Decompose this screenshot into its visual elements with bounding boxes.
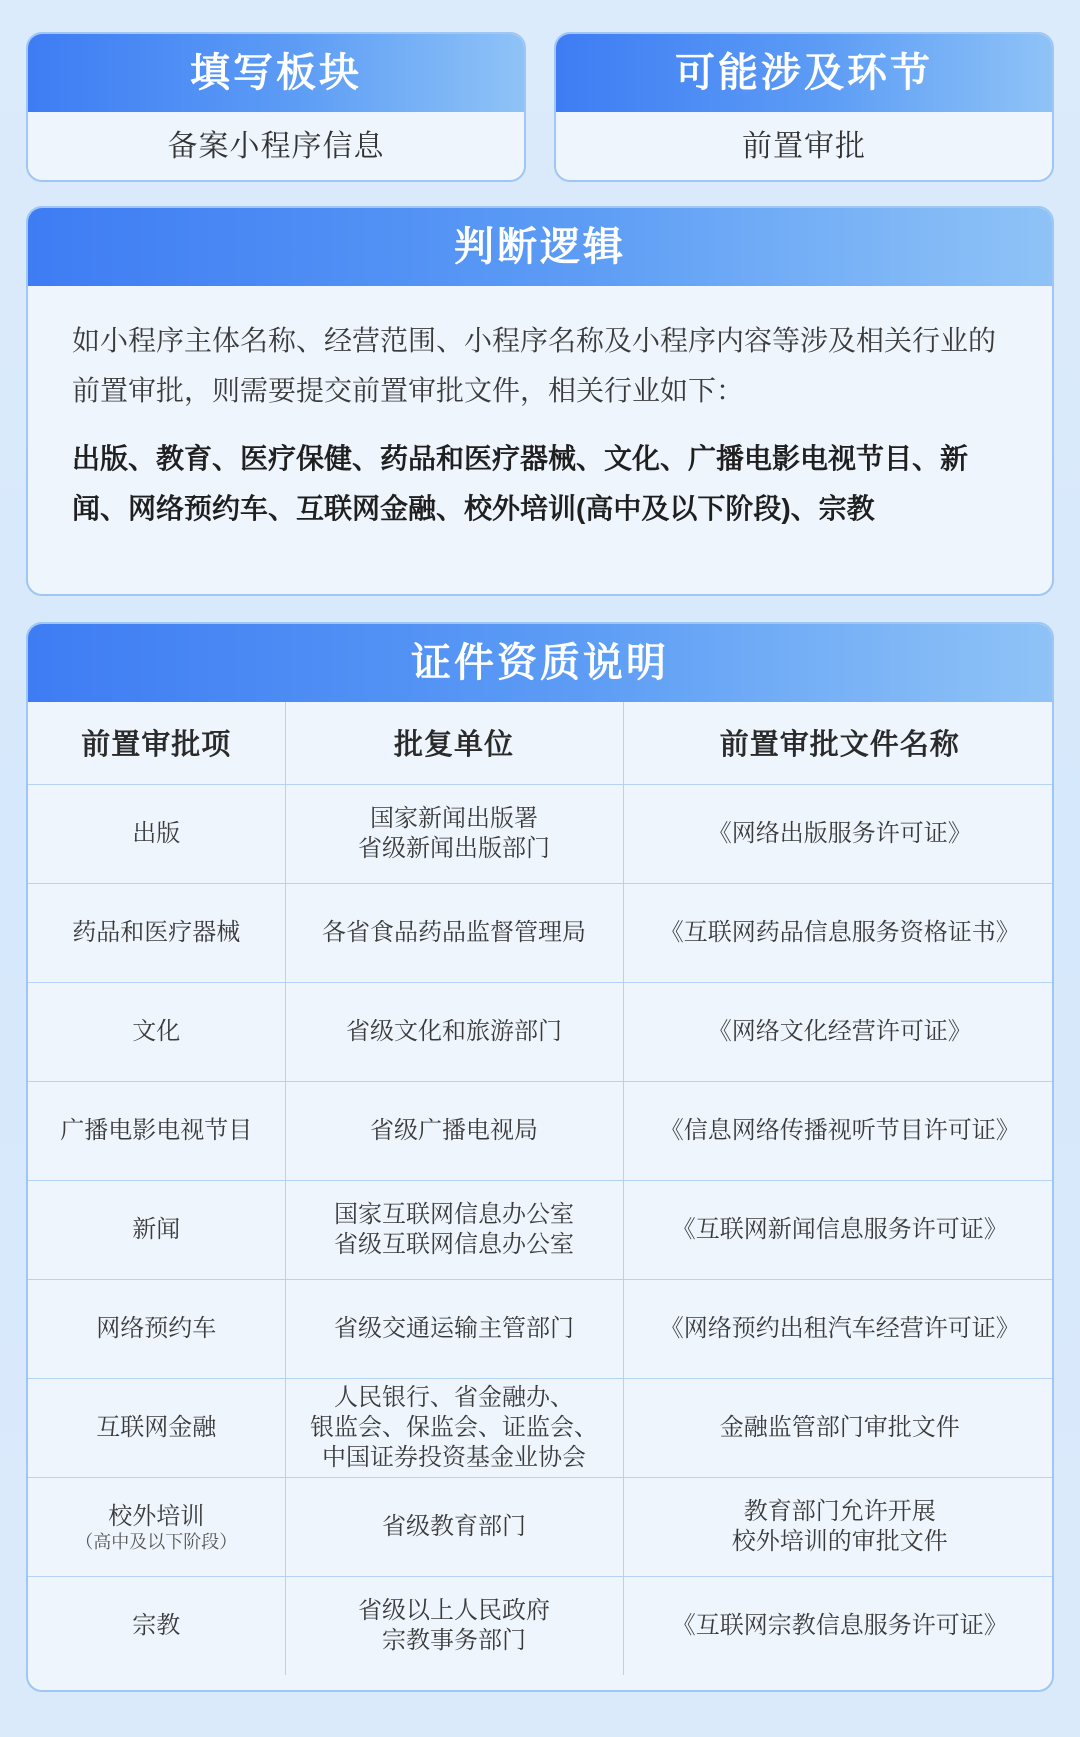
document-name-line: 《互联网新闻信息服务许可证》 [671,1215,1008,1243]
approving-unit-line: 国家互联网信息办公室 [334,1200,574,1228]
document-name-cell [623,1081,1054,1180]
table-row [28,1081,1054,1180]
approving-unit-line: 国家新闻出版署 [370,804,538,832]
approving-unit-cell [285,883,623,982]
logic-section-body [28,286,1052,534]
document-name-line: 教育部门允许开展 [743,1497,936,1525]
fill-section-value: 备案小程序信息 [167,130,385,163]
approval-item-label: 文化 [132,1017,181,1045]
links-section-card [554,32,1054,182]
approving-unit-cell [285,1081,623,1180]
document-name-line: 校外培训的审批文件 [731,1527,948,1555]
document-name-line: 《网络预约出租汽车经营许可证》 [659,1314,1020,1342]
approval-item-label: 网络预约车 [96,1314,217,1342]
approving-unit-line: 人民银行、省金融办、 [334,1383,574,1411]
document-name-line: 《互联网宗教信息服务许可证》 [671,1611,1008,1639]
table-row [28,982,1054,1081]
document-name-cell [623,982,1054,1081]
approving-unit-line: 省级以上人民政府 [358,1596,550,1624]
document-name-cell [623,1180,1054,1279]
logic-industries-text: 出版、教育、医疗保健、药品和医疗器械、文化、广播电影电视节目、新闻、网络预约车、互联网金融、校外培训(高中及以下阶段)、宗教 [72,443,969,524]
document-name-cell [623,1279,1054,1378]
approving-unit-cell [285,1279,623,1378]
document-name-line: 《网络文化经营许可证》 [707,1017,972,1045]
approval-item-label: 出版 [132,819,181,847]
table-row [28,883,1054,982]
approving-unit-line: 银监会、保监会、证监会、 [310,1413,598,1441]
approving-unit-line: 各省食品药品监督管理局 [322,918,586,946]
logic-section-card [26,206,1054,596]
approving-unit-cell [285,784,623,883]
table-row [28,1477,1054,1576]
approval-item-cell [28,1081,285,1180]
table-row [28,1378,1054,1477]
fill-section-title: 填写板块 [28,34,524,112]
approval-item-cell [28,982,285,1081]
header-approving-unit: 批复单位 [285,702,623,784]
cert-table-header-row [28,702,1054,784]
document-name-cell [623,1576,1054,1675]
table-row [28,1180,1054,1279]
document-name-line: 《网络出版服务许可证》 [707,819,972,847]
links-section-title: 可能涉及环节 [556,34,1052,112]
document-name-line: 《信息网络传播视听节目许可证》 [659,1116,1020,1144]
approving-unit-line: 省级教育部门 [382,1512,526,1540]
approving-unit-line: 省级交通运输主管部门 [334,1314,574,1342]
approval-item-label: 宗教 [132,1611,181,1639]
cert-table [28,702,1054,1675]
header-approval-item: 前置审批项 [28,702,285,784]
approval-item-cell [28,1576,285,1675]
document-name-cell [623,883,1054,982]
approval-item-cell [28,1378,285,1477]
cert-section-title: 证件资质说明 [28,624,1052,702]
approval-item-cell [28,1477,285,1576]
approving-unit-line: 中国证券投资基金业协会 [322,1443,586,1471]
approval-item-label: 校外培训 [108,1502,205,1530]
approval-item-cell [28,1180,285,1279]
approval-item-label: 药品和医疗器械 [72,918,241,946]
links-section-value: 前置审批 [742,130,866,163]
document-name-cell [623,784,1054,883]
logic-intro-text: 如小程序主体名称、经营范围、小程序名称及小程序内容等涉及相关行业的前置审批，则需要提交前置审批文件，相关行业如下： [72,325,997,406]
header-document-name: 前置审批文件名称 [623,702,1054,784]
approving-unit-line: 省级互联网信息办公室 [334,1230,574,1258]
document-name-line: 金融监管部门审批文件 [719,1413,960,1441]
approving-unit-line: 省级文化和旅游部门 [346,1017,562,1045]
document-name-line: 《互联网药品信息服务资格证书》 [659,918,1020,946]
approval-item-label: 新闻 [132,1215,181,1243]
logic-section-title: 判断逻辑 [28,208,1052,286]
approving-unit-cell [285,982,623,1081]
approving-unit-cell [285,1576,623,1675]
table-row [28,1279,1054,1378]
fill-section-card [26,32,526,182]
table-row [28,784,1054,883]
approving-unit-cell [285,1477,623,1576]
approving-unit-line: 宗教事务部门 [382,1626,526,1654]
cert-section-card [26,622,1054,1692]
approval-item-note: （高中及以下阶段） [75,1531,238,1552]
approval-item-label: 广播电影电视节目 [60,1116,253,1144]
approval-item-cell [28,1279,285,1378]
document-name-cell [623,1378,1054,1477]
approval-item-label: 互联网金融 [96,1413,217,1441]
approval-item-cell [28,883,285,982]
approving-unit-line: 省级广播电视局 [370,1116,538,1144]
approving-unit-cell [285,1378,623,1477]
approving-unit-cell [285,1180,623,1279]
document-name-cell [623,1477,1054,1576]
approval-item-cell [28,784,285,883]
approving-unit-line: 省级新闻出版部门 [358,834,550,862]
table-row [28,1576,1054,1675]
